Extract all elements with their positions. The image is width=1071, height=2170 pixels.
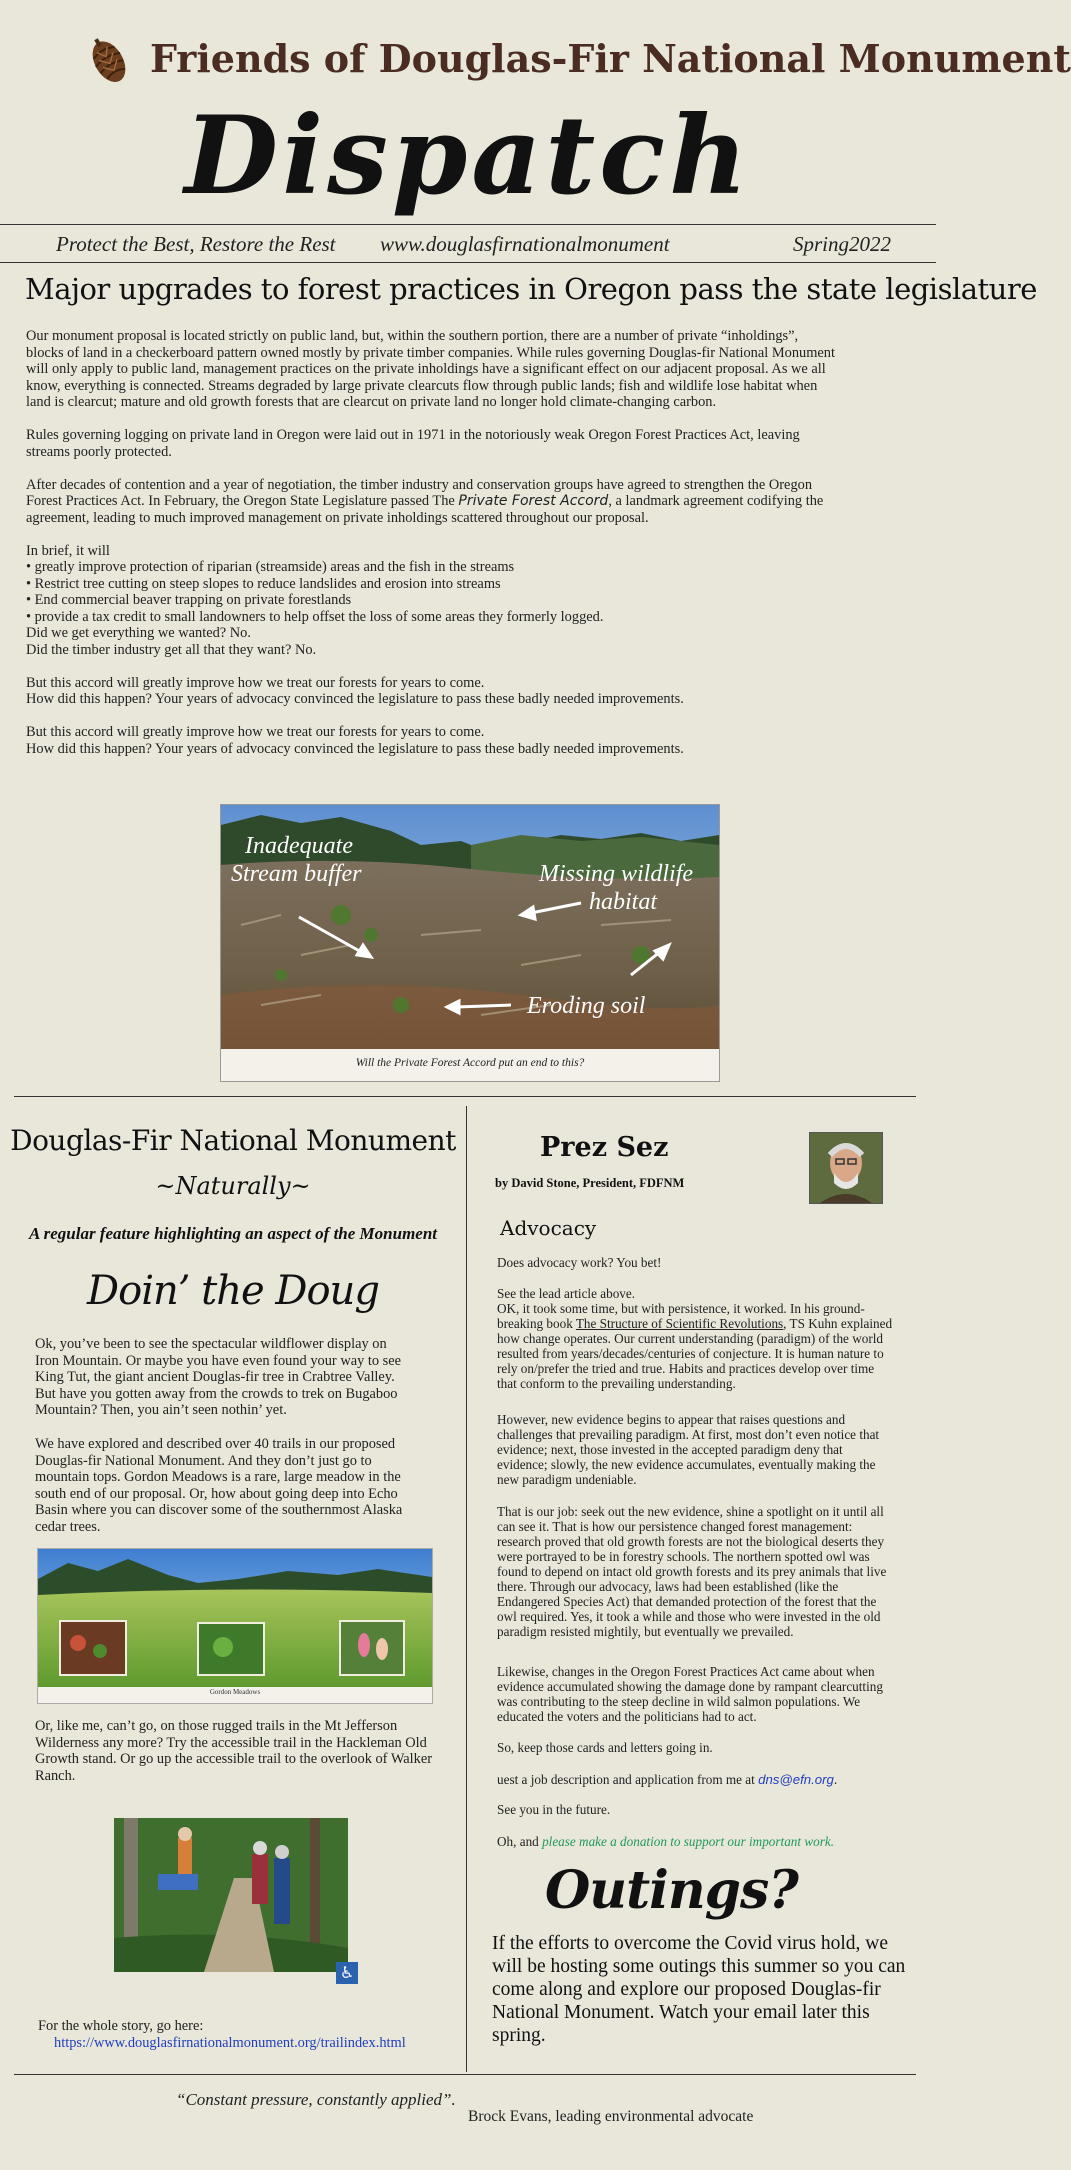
clearcut-photo <box>221 805 719 1049</box>
text-line: Or, like me, can’t go, on those rugged trails in the Mt Jefferson <box>35 1718 398 1734</box>
left-column-title: Douglas-Fir National Monument <box>10 1124 456 1157</box>
text-line: were portrayed to be in forestry schools. The northern spotted owl was <box>497 1549 870 1564</box>
text-line: See the lead article above. <box>497 1286 636 1301</box>
text-line: rely on/prefer the tried and true. Habits and practices develop over time <box>497 1361 875 1376</box>
prez-sez-title: Prez Sez <box>540 1132 669 1163</box>
text-line: mountain tops. Gordon Meadows is a rare, large meadow in the <box>35 1469 401 1485</box>
label-habitat: habitat <box>589 889 658 915</box>
prez-paragraph-2 <box>497 1412 897 1487</box>
donate-link[interactable]: please make a donation to support our important work. <box>542 1834 835 1849</box>
email-link[interactable]: dns@efn.org <box>758 1772 834 1787</box>
text-line: Likewise, changes in the Oregon Forest Practices Act came about when <box>497 1664 875 1679</box>
advocacy-heading: Advocacy <box>500 1216 597 1240</box>
list-item: • End commercial beaver trapping on private forestlands <box>26 592 352 608</box>
label-eroding-soil: Eroding soil <box>527 993 646 1019</box>
list-item: • greatly improve protection of riparian (streamside) areas and the fish in the streams <box>26 559 515 575</box>
text-line: was contributing to the steep decline in wild salmon populations. We <box>497 1694 861 1709</box>
text-line: How did this happen? Your years of advocacy convinced the legislature to pass these badly needed improvements. <box>26 691 684 707</box>
text-line: Douglas-fir National Monument. And they don’t just go to <box>35 1452 372 1469</box>
accord-name: Private Forest Accord <box>458 493 609 509</box>
footer-quote: “Constant pressure, constantly applied”. <box>176 2090 456 2109</box>
quote-attribution: Brock Evans, leading environmental advocate <box>468 2108 754 2125</box>
text-line: Ok, you’ve been to see the spectacular wildflower display on <box>35 1336 387 1352</box>
footer-rule <box>14 2074 916 2075</box>
text-span: Oh, and <box>497 1834 543 1849</box>
text-line <box>497 1316 897 1331</box>
text-line: come along and explore our proposed Douglas-fir <box>492 1979 881 2000</box>
job-line <box>497 1772 897 1787</box>
outings-body <box>492 1932 912 2047</box>
text-line: Wilderness any more? Try the accessible trail in the Hackleman Old <box>35 1734 427 1751</box>
text-line: challenges that prevailing paradigm. At first, most don’t even notice that <box>497 1427 880 1442</box>
text-line: Iron Mountain. Or maybe you have even found your way to see <box>35 1352 402 1369</box>
text-span: , a landmark agreement codifying the <box>608 493 824 509</box>
text-line <box>26 493 906 510</box>
wheelchair-icon: ♿ <box>336 1962 358 1984</box>
text-line: how change operates. Our current understanding (paradigm) of the world <box>497 1331 883 1346</box>
text-span: breaking book <box>497 1316 576 1331</box>
text-line: will be hosting some outings this summer so you can <box>492 1956 906 1977</box>
label-missing-wildlife: Missing wildlife <box>539 861 694 887</box>
left-paragraph-1 <box>35 1336 435 1419</box>
text-line: evidence; slowly, the new evidence accumulates, eventually making the <box>497 1457 876 1472</box>
lead-closing-repeat <box>26 724 906 757</box>
feature-description: A regular feature highlighting an aspect of the Monument <box>28 1224 438 1243</box>
text-span: , TS Kuhn explained <box>783 1316 893 1331</box>
outings-title: Outings? <box>545 1860 798 1921</box>
text-line: streams poorly protected. <box>26 443 172 460</box>
text-line: know, everything is connected. Streams degraded by large private clearcuts flow through public lands; fish and wildlife lose habitat when <box>26 377 818 394</box>
text-line: owl required. Yes, it took a while and those who were invested in the old <box>497 1609 881 1624</box>
text-line: Ranch. <box>35 1767 76 1784</box>
text-line: resulted from years/decades/centuries of conjecture. It is human nature to <box>497 1346 884 1361</box>
text-line: land is clearcut; mature and old growth forests that are clearcut on private land no longer hold climate-changing carbon. <box>26 394 717 410</box>
hikers-photo <box>114 1818 348 1972</box>
text-line: However, new evidence begins to appear that raises questions and <box>497 1412 846 1427</box>
prez-paragraph-3 <box>497 1504 897 1639</box>
left-column-subtitle: ~Naturally~ <box>155 1172 311 1200</box>
text-line: new paradigm undeniable. <box>497 1472 637 1487</box>
lead-paragraph-2 <box>26 427 906 460</box>
figure-caption: Will the Private Forest Accord put an end to this? <box>355 1057 585 1069</box>
cards-line: So, keep those cards and letters going in. <box>497 1740 713 1755</box>
left-paragraph-3 <box>35 1718 435 1784</box>
tagline: Protect the Best, Restore the Rest <box>56 232 336 256</box>
list-item: • Restrict tree cutting on steep slopes to reduce landslides and erosion into streams <box>26 575 501 592</box>
text-line: If the efforts to overcome the Covid virus hold, we <box>492 1933 889 1954</box>
gordon-meadows-figure <box>37 1548 433 1704</box>
list-item: • provide a tax credit to small landowners to help offset the loss of some areas they formerly logged. <box>26 608 604 625</box>
header-rule-top <box>0 224 936 225</box>
text-line: evidence; next, those invested in the accepted paradigm deny that <box>497 1442 843 1457</box>
pinecone-icon <box>78 34 138 86</box>
text-line: south end of our proposal. Or, how about going deep into Echo <box>35 1485 398 1502</box>
meadow-photo <box>38 1549 432 1687</box>
text-line: But this accord will greatly improve how we treat our forests for years to come. <box>26 674 485 691</box>
lead-paragraph-1 <box>26 328 906 411</box>
text-span: Forest Practices Act. In February, the Oregon State Legislature passed The <box>26 493 459 509</box>
left-paragraph-2 <box>35 1436 435 1535</box>
lead-paragraph-3 <box>26 477 906 527</box>
prez-paragraph-1 <box>497 1286 897 1391</box>
text-line: But have you gotten away from the crowds to trek on Bugaboo <box>35 1385 398 1402</box>
text-line: Endangered Species Act) that demanded protection of the forest that the <box>497 1594 877 1609</box>
text-line: But this accord will greatly improve how we treat our forests for years to come. <box>26 724 485 740</box>
text-line: spring. <box>492 2025 546 2046</box>
text-line: found to depend on intact old growth forests and its prey animals that live <box>497 1564 887 1579</box>
text-line: paradigm resisted mightily, but eventually we prevailed. <box>497 1624 794 1639</box>
trail-index-link[interactable]: https://www.douglasfirnationalmonument.org/trailindex.html <box>54 2035 406 2051</box>
org-name: Friends of Douglas-Fir National Monument <box>150 36 1071 81</box>
text-line: research proved that old growth forests are not the biological deserts they <box>497 1534 885 1549</box>
president-portrait <box>809 1132 883 1204</box>
label-stream-buffer: Stream buffer <box>231 861 362 887</box>
text-line: blocks of land in a checkerboard pattern owned mostly by private timber companies. While rules governing Douglas-fir National Monument <box>26 344 835 361</box>
issue-date: Spring2022 <box>793 232 892 256</box>
text-line: We have explored and described over 40 trails in our proposed <box>35 1436 396 1452</box>
future-line: See you in the future. <box>497 1802 611 1817</box>
meadow-caption: Gordon Meadows <box>209 1688 261 1696</box>
lead-article-body <box>26 328 906 774</box>
advocacy-question: Does advocacy work? You bet! <box>497 1255 662 1270</box>
text-line: Our monument proposal is located strictly on public land, but, within the southern portion, there are a number of private “inholdings”, <box>26 328 799 344</box>
text-span: uest a job description and application from me at <box>497 1772 759 1787</box>
text-line: Rules governing logging on private land in Oregon were laid out in 1971 in the notoriously weak Oregon Forest Practices Act, leaving <box>26 427 800 443</box>
text-line: cedar trees. <box>35 1518 101 1535</box>
text-line: that conform to the prevailing understanding. <box>497 1376 736 1391</box>
section-title-doin-the-doug: Doin’ the Doug <box>87 1268 379 1314</box>
text-line: Did we get everything we wanted? No. <box>26 625 251 641</box>
section-rule <box>14 1096 916 1097</box>
text-line: How did this happen? Your years of advocacy convinced the legislature to pass these badly needed improvements. <box>26 740 684 757</box>
text-line: agreement, leading to much improved management on private inholdings scattered throughout our proposal. <box>26 509 649 526</box>
text-line: National Monument. Watch your email later this <box>492 2002 870 2023</box>
website[interactable]: www.douglasfirnationalmonument <box>380 232 670 256</box>
book-title: The Structure of Scientific Revolutions <box>575 1316 784 1331</box>
text-line: King Tut, the giant ancient Douglas-fir tree in Crabtree Valley. <box>35 1369 395 1385</box>
lead-closing <box>26 675 906 708</box>
text-span: . <box>833 1772 838 1787</box>
prez-paragraph-4 <box>497 1664 897 1724</box>
column-divider <box>466 1106 467 2072</box>
text-line: In brief, it will <box>26 542 110 559</box>
text-line: there. Through our advocacy, laws had been established (like the <box>497 1579 839 1594</box>
text-line: will only apply to public land, management practices on the private inholdings have a significant effect on our adjacent proposal. As we all <box>26 361 826 377</box>
lead-brief-list <box>26 543 906 659</box>
text-line: Mountain? Then, you ain’t seen nothin’ yet. <box>35 1402 287 1418</box>
text-line: can see it. That is how our persistence changed forest management: <box>497 1519 853 1534</box>
header-rule-bottom <box>0 262 936 263</box>
donate-line <box>497 1834 897 1849</box>
text-line: That is our job: seek out the new evidence, shine a spotlight on it until all <box>497 1504 884 1519</box>
label-inadequate: Inadequate <box>245 833 353 859</box>
text-line: After decades of contention and a year of negotiation, the timber industry and conservation groups have agreed to strengthen the Oregon <box>26 476 813 493</box>
text-line: Did the timber industry get all that they want? No. <box>26 641 317 658</box>
text-line: educated the voters and the politicians had to act. <box>497 1709 757 1724</box>
text-line: OK, it took some time, but with persistence, it worked. In his ground- <box>497 1301 865 1316</box>
masthead-title: Dispatch <box>184 93 752 219</box>
lead-headline: Major upgrades to forest practices in Oregon pass the state legislature <box>25 272 1037 306</box>
text-line: evidence accumulated showing the damage done by rampant clearcutting <box>497 1679 883 1694</box>
clearcut-figure <box>220 804 720 1082</box>
story-label: For the whole story, go here: <box>38 2018 204 2034</box>
prez-byline: by David Stone, President, FDFNM <box>495 1176 685 1190</box>
text-line: Growth stand. Or go up the accessible trail to the overlook of Walker <box>35 1751 433 1767</box>
text-line: Basin where you can discover some of the southernmost Alaska <box>35 1502 403 1518</box>
